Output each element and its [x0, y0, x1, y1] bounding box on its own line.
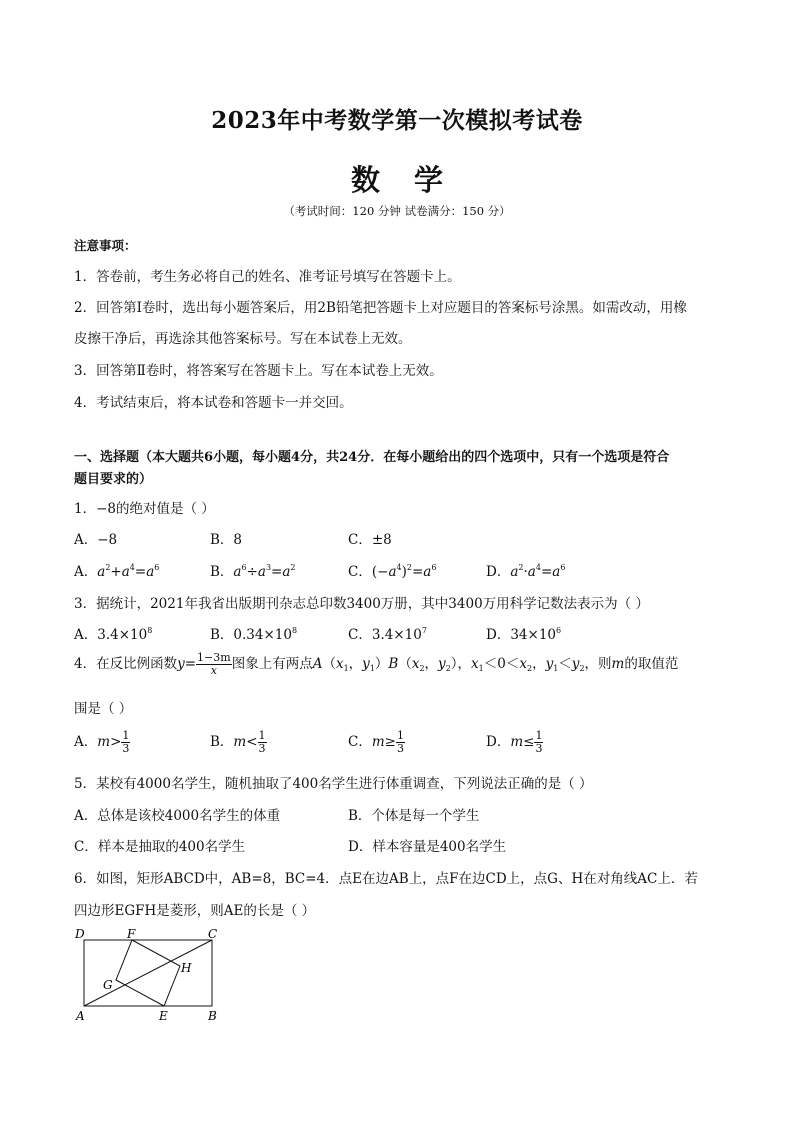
- label-d: D: [75, 927, 85, 941]
- q4-option-c: C．m≥ $\frac{1}{3}$: [348, 729, 404, 755]
- notes-heading: 注意事项：: [74, 238, 137, 253]
- q5-option-b: B．个体是每一个学生: [348, 808, 480, 824]
- q1-option-a: A．−8: [74, 532, 118, 548]
- q6-stem: 6．如图，矩形ABCD中，AB=8，BC=4．点E在边AB上，点F在边CD上，点G、H在对角线AC上．若: [74, 871, 698, 887]
- q4-stem-line2: 围是（ ）: [74, 701, 133, 717]
- q1-option-b: B．8: [210, 532, 243, 548]
- q5-option-a: A．总体是该校4000名学生的体重: [74, 808, 281, 824]
- subject-title: [0, 158, 794, 199]
- q1-option-c: C．±8: [348, 532, 392, 548]
- q5-option-d: D．样本容量是400名学生: [348, 839, 507, 855]
- q6-figure: [70, 926, 230, 1026]
- q2-option-a: A．$a^2+a^4=a^6$: [74, 563, 160, 580]
- label-b: B: [208, 1009, 217, 1023]
- q4-option-a: A．m> $\frac{1}{3}$: [74, 729, 130, 755]
- note-2: 2．回答第Ⅰ卷时，选出每小题答案后，用2B铅笔把答题卡上对应题目的答案标号涂黑。如需改动，用橡: [74, 300, 687, 316]
- q5-option-c: C．样本是抽取的400名学生: [74, 839, 246, 855]
- q4-stem: 4．在反比例函数y= $\frac{1-3m}{x}$ 图象上有两点$A(x_1$，$y_1)B(x_2$，$y_2$），$x_1<0<x_2$，$y_1<y_2$，则m的取值范: [74, 651, 679, 677]
- q2-option-d: D．$a^2\cdot a^4=a^6$: [486, 563, 566, 580]
- q3-stem: 3．据统计，2021年我省出版期刊杂志总印数3400万册，其中3400万用科学记数法表示为（ ）: [74, 596, 649, 612]
- q3-option-a: A．$3.4\times 10^8$: [74, 626, 153, 643]
- q3-option-c: C．$3.4\times 10^7$: [348, 626, 427, 643]
- section1-prefix: 一、选择题（: [74, 450, 153, 465]
- label-g: G: [103, 978, 113, 992]
- exam-title: 2023年中考数学第一次模拟考试卷: [211, 107, 583, 134]
- section1-heading: [74, 446, 669, 465]
- q3-option-d: D．$34\times 10^6$: [486, 626, 562, 643]
- subject-char-1: 数: [350, 163, 380, 197]
- q2-option-c: C．$(-a^4)^2=a^6$: [348, 563, 437, 580]
- q4-option-d: D．m≤ $\frac{1}{3}$: [486, 729, 543, 755]
- exam-info: （考试时间：120 分钟 试卷满分：150 分）: [283, 204, 511, 218]
- q1-stem: 1．−8的绝对值是（ ）: [74, 501, 215, 517]
- q5-stem: 5．某校有4000名学生，随机抽取了400名学生进行体重调查，下列说法正确的是（ ）: [74, 776, 593, 792]
- section1-heading-line2: 题目要求的）: [74, 472, 153, 487]
- subject-char-2: 学: [414, 163, 444, 197]
- label-h: H: [181, 961, 192, 975]
- label-f: F: [127, 927, 136, 941]
- label-c: C: [208, 927, 218, 941]
- q4-fraction: $\frac{1-3m}{x}$: [197, 651, 231, 677]
- q4-option-b: B．m< $\frac{1}{3}$: [210, 729, 266, 755]
- section1-heading-text: 本大题共6小题，每小题4分，共24分．在每小题给出的四个选项中，只有一个选项是符合: [152, 450, 670, 465]
- q6-stem-line2: 四边形EGFH是菱形，则AE的长是（ ）: [74, 903, 316, 919]
- label-e: E: [159, 1009, 168, 1023]
- note-3: 3．回答第Ⅱ卷时，将答案写在答题卡上。写在本试卷上无效。: [74, 363, 443, 379]
- note-2-cont: 皮擦干净后，再选涂其他答案标号。写在本试卷上无效。: [74, 331, 412, 347]
- note-1: 1．答卷前，考生务必将自己的姓名、准考证号填写在答题卡上。: [74, 269, 461, 285]
- q3-option-b: B．$0.34\times 10^8$: [210, 626, 298, 643]
- diagonal-ac: [84, 940, 212, 1006]
- label-a: A: [76, 1009, 85, 1023]
- note-4: 4．考试结束后，将本试卷和答题卡一并交回。: [74, 395, 353, 411]
- q2-option-b: B．$a^6\div a^3=a^2$: [210, 563, 296, 580]
